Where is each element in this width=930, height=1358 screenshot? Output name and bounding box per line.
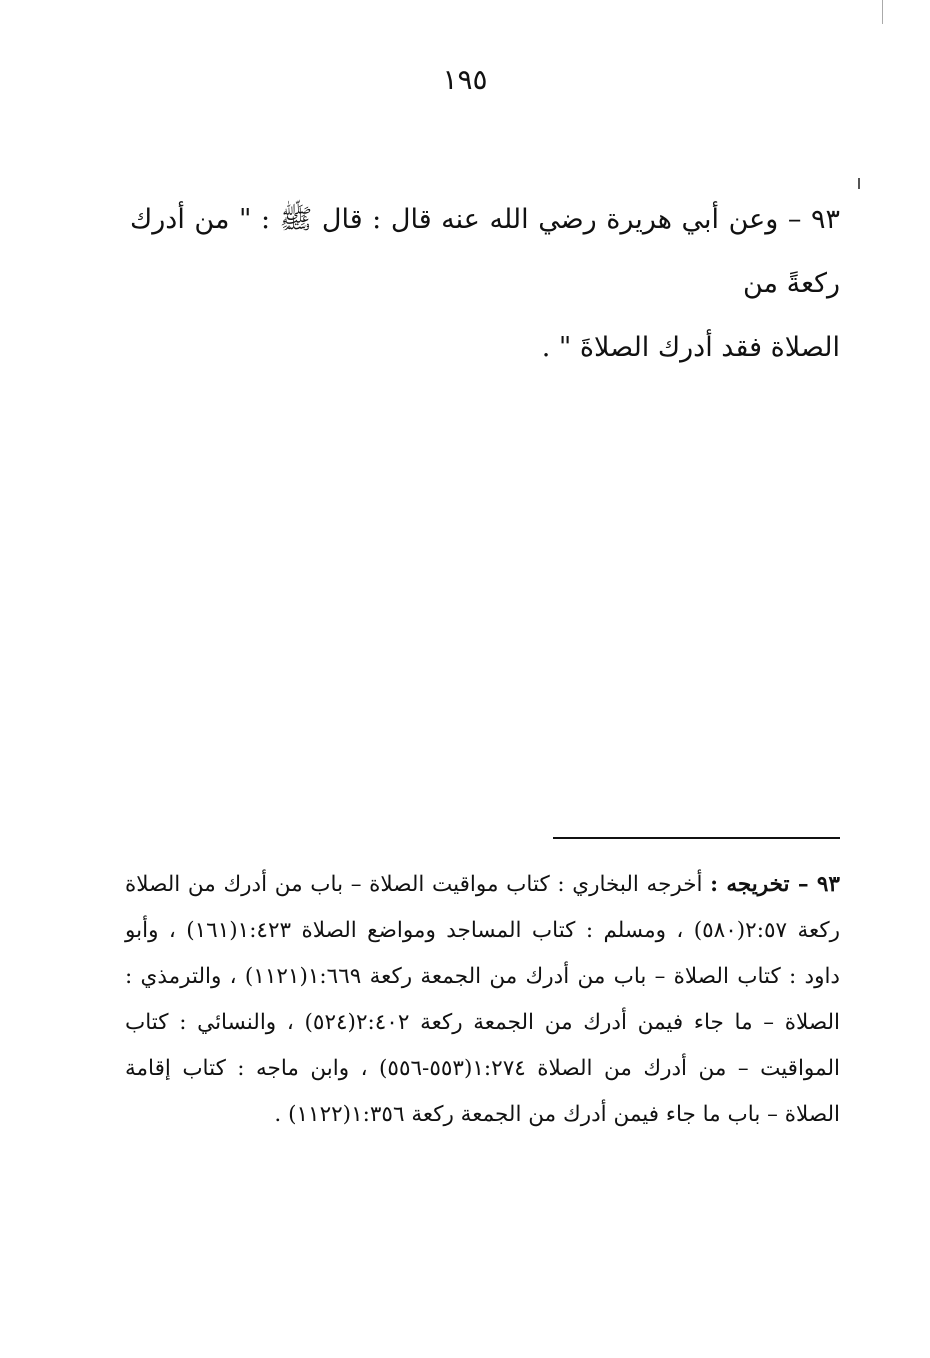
footnote-takhrij: [125, 862, 840, 1138]
footnote-separator: [553, 837, 840, 839]
scan-mark: [882, 0, 883, 24]
hadith-line: ٩٣ – وعن أبي هريرة رضي الله عنه قال : قال ﷺ : " من أدرك ركعةً من: [130, 204, 840, 299]
page-number: ١٩٥: [442, 63, 488, 96]
scan-mark: [858, 178, 860, 189]
hadith-text: [130, 188, 840, 380]
footnote-label: ٩٣ – تخريجه :: [710, 872, 840, 897]
hadith-line: الصلاة فقد أدرك الصلاةَ " .: [541, 332, 840, 363]
footnote-body: أخرجه البخاري : كتاب مواقيت الصلاة – باب من أدرك من الصلاة ركعة ٢:٥٧(٥٨٠) ، ومسلم : كتاب المساجد ومواضع الصلاة ١:٤٢٣(١٦١) ، وأبو داود : كتاب الصلاة – باب من أدرك من الجمعة ركعة ١:٦٦٩(١١٢١) ، والترمذي : الصلاة – ما جاء فيمن أدرك من الجمعة ركعة ٢:٤٠٢(٥٢٤) ، والنسائي : كتاب المواقيت – من أدرك من الصلاة ١:٢٧٤(٥٥٣-٥٥٦) ، وابن ماجه : كتاب إقامة الصلاة – باب ما جاء فيمن أدرك من الجمعة ركعة ١:٣٥٦(١١٢٢) .: [125, 872, 841, 1127]
